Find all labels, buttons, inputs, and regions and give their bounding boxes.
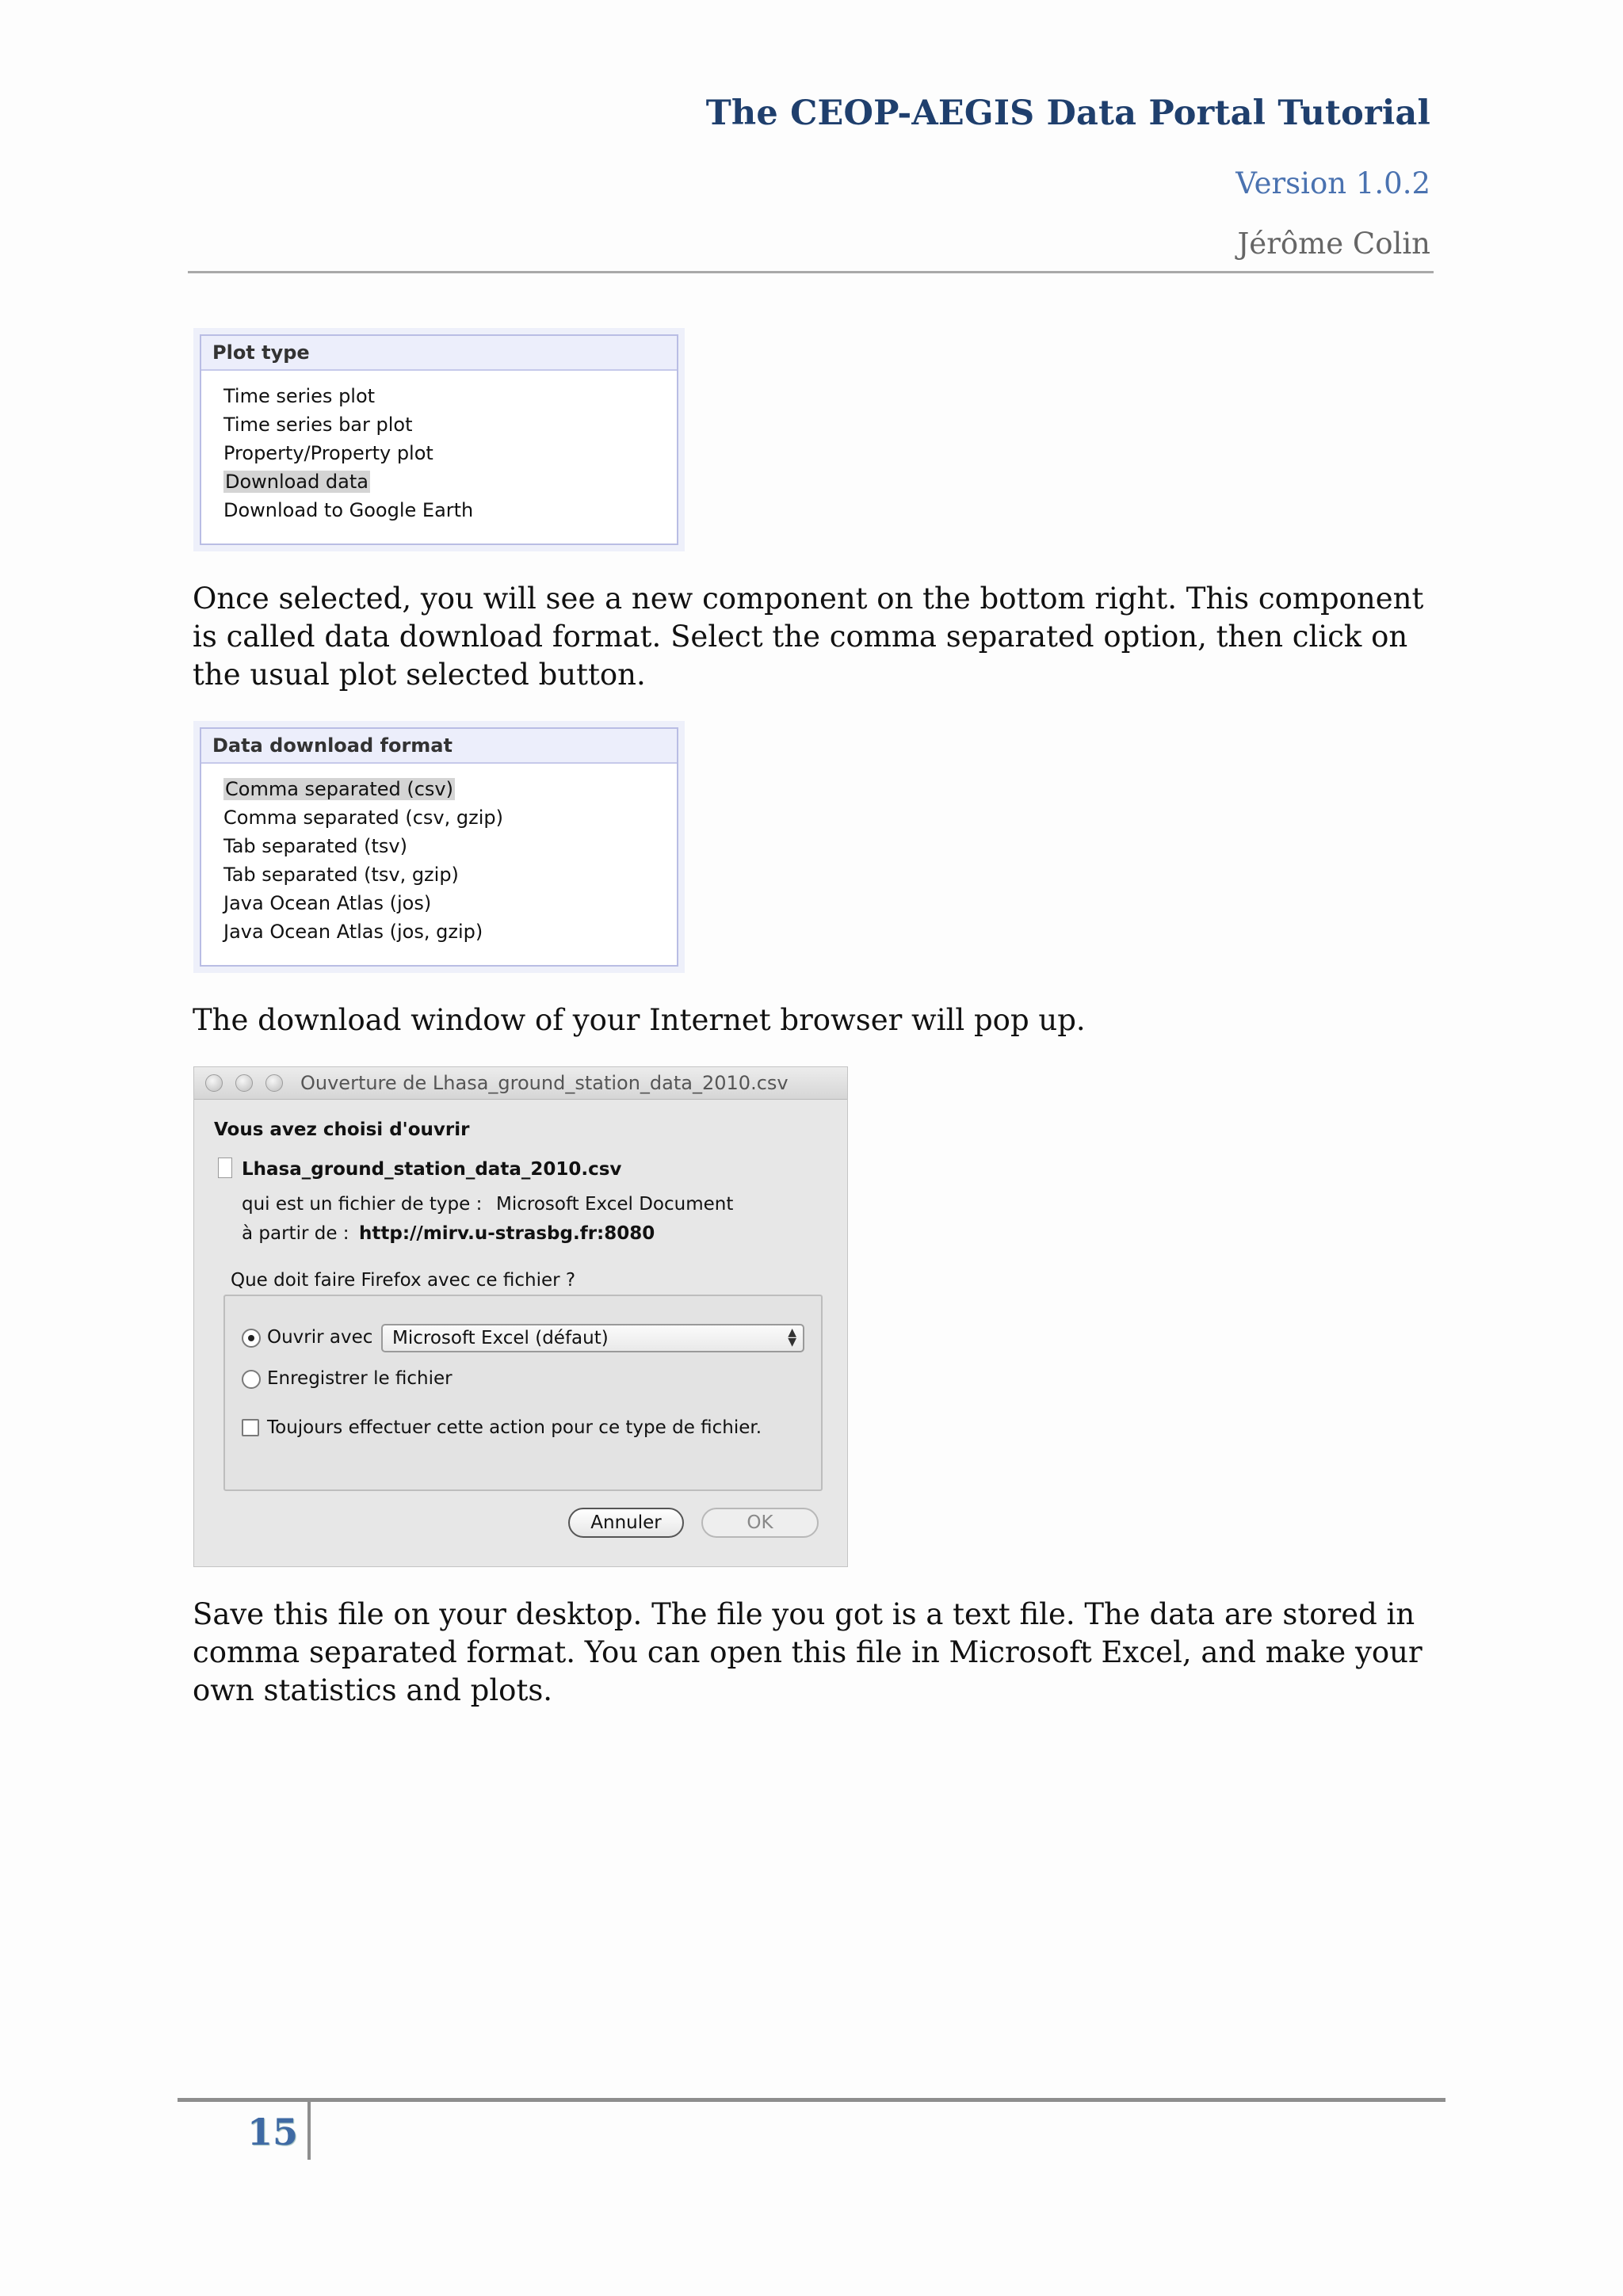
plot-type-list <box>201 371 677 524</box>
plot-type-option-selected[interactable]: Download data <box>225 471 369 493</box>
source-label: à partir de : <box>242 1223 349 1244</box>
document-version: Version 1.0.2 <box>1235 166 1430 200</box>
save-file-radio[interactable] <box>242 1370 261 1389</box>
chosen-label: Vous avez choisi d'ouvrir <box>214 1119 470 1140</box>
select-arrows-icon: ▲ ▼ <box>788 1326 796 1348</box>
always-do-label[interactable]: Toujours effectuer cette action pour ce type de fichier. <box>267 1417 762 1438</box>
paragraph-save: Save this file on your desktop. The file you got is a text file. The data are stored in comma separated format. You can open this file in Microsoft Excel, and make your own statistics and plots. <box>193 1597 1423 1707</box>
format-option[interactable]: Tab separated (tsv, gzip) <box>223 864 459 886</box>
format-option[interactable]: Java Ocean Atlas (jos) <box>223 892 432 914</box>
always-do-checkbox[interactable] <box>242 1419 259 1436</box>
format-option[interactable]: Tab separated (tsv) <box>223 835 407 857</box>
format-heading: Data download format <box>201 729 677 764</box>
cancel-button[interactable]: Annuler <box>568 1508 684 1538</box>
dialog-title: Ouverture de Lhasa_ground_station_data_2010.csv <box>300 1072 789 1094</box>
zoom-window-icon[interactable] <box>265 1074 283 1092</box>
format-option-selected[interactable]: Comma separated (csv) <box>225 778 453 800</box>
ok-button[interactable]: OK <box>701 1508 819 1538</box>
format-option[interactable]: Java Ocean Atlas (jos, gzip) <box>223 921 483 943</box>
data-download-format-panel <box>193 721 685 973</box>
action-question: Que doit faire Firefox avec ce fichier ? <box>231 1270 576 1291</box>
open-with-label[interactable]: Ouvrir avec <box>267 1327 373 1348</box>
close-window-icon[interactable] <box>205 1074 223 1092</box>
plot-type-panel <box>193 328 685 551</box>
document-icon <box>218 1158 232 1178</box>
open-with-select[interactable]: Microsoft Excel (défaut) ▲ ▼ <box>381 1324 804 1352</box>
dialog-titlebar <box>194 1067 847 1100</box>
paragraph-popup: The download window of your Internet browser will pop up. <box>193 1003 1086 1037</box>
file-name: Lhasa_ground_station_data_2010.csv <box>242 1159 622 1180</box>
plot-type-option[interactable]: Download to Google Earth <box>223 499 474 521</box>
header-rule <box>188 271 1434 273</box>
download-dialog <box>193 1066 848 1567</box>
footer-divider <box>307 2101 311 2160</box>
save-file-label[interactable]: Enregistrer le fichier <box>267 1368 453 1389</box>
paragraph-intro: Once selected, you will see a new component on the bottom right. This component is called data download format. Select the comma separated option, then click on the usual plot selected button. <box>193 582 1424 692</box>
file-type-label: qui est un fichier de type : <box>242 1194 483 1215</box>
plot-type-option[interactable]: Time series plot <box>223 385 376 407</box>
open-with-radio[interactable] <box>242 1329 261 1348</box>
plot-type-option[interactable]: Time series bar plot <box>223 414 413 436</box>
plot-type-heading: Plot type <box>201 336 677 371</box>
document-author: Jérôme Colin <box>1237 227 1430 261</box>
minimize-window-icon[interactable] <box>235 1074 253 1092</box>
page-number: 15 <box>247 2111 299 2153</box>
source-url: http://mirv.u-strasbg.fr:8080 <box>359 1223 655 1244</box>
plot-type-option[interactable]: Property/Property plot <box>223 442 433 464</box>
footer-rule <box>178 2098 1445 2102</box>
format-option[interactable]: Comma separated (csv, gzip) <box>223 807 503 829</box>
file-type-value: Microsoft Excel Document <box>496 1194 734 1215</box>
format-list <box>201 764 677 946</box>
document-title: The CEOP-AEGIS Data Portal Tutorial <box>705 93 1430 133</box>
